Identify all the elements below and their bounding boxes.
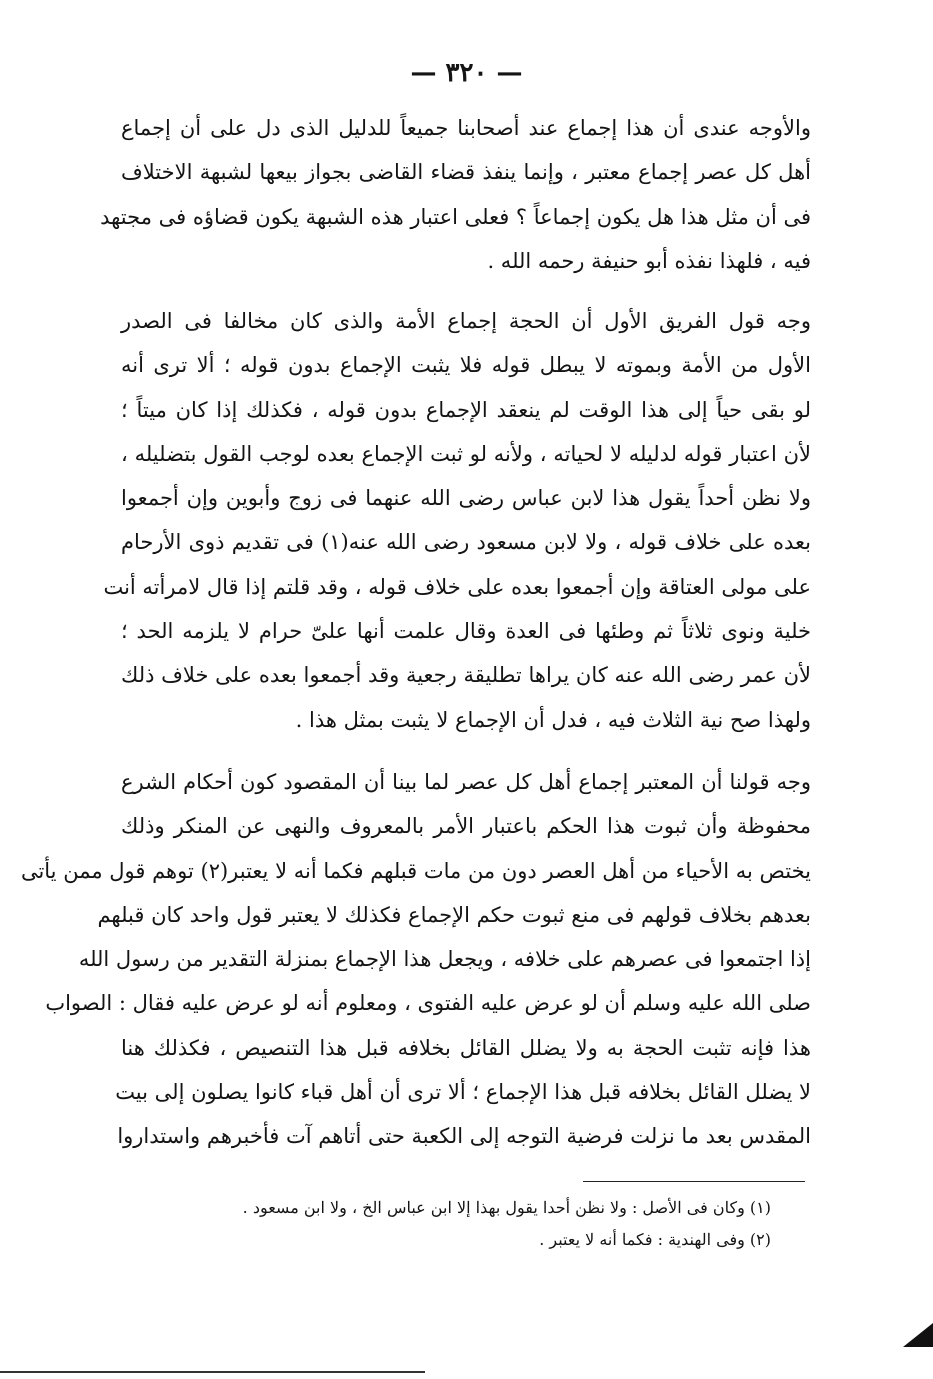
page-number: — ٣٢٠ — (410, 58, 523, 88)
text-line: لأن اعتبار قوله لدليله لا لحياته ، ولأنه لو ثبت الإجماع بعده لوجب القول بتضليله ، (121, 441, 811, 466)
text-line: لأن عمر رضى الله عنه كان يراها تطليقة رجعية وقد أجمعوا بعده على خلاف ذلك (121, 663, 811, 688)
text-line: لو بقى حياً إلى هذا الوقت لم ينعقد الإجماع بدون قوله ، فكذلك إذا كان ميتاً ؛ (121, 397, 811, 422)
text-line: المقدس بعد ما نزلت فرضية التوجه إلى الكعبة حتى أتاهم آت فأخبرهم واستداروا (117, 1124, 811, 1149)
footnotes (121, 1192, 771, 1256)
text-line: وجه قولنا أن المعتبر إجماع أهل كل عصر لما بينا أن المقصود كون أحكام الشرع (121, 770, 811, 794)
text-line: أهل كل عصر إجماع معتبر ، وإنما ينفذ قضاء القاضى بجواز بيعها لشبهة الاختلاف (121, 160, 811, 185)
corner-triangle-mark (903, 1323, 933, 1347)
text-line: خلية ونوى ثلاثاً ثم وطئها فى العدة وقال علمت أنها علىّ حرام لا يلزمه الحد ؛ (121, 619, 811, 644)
paragraph-2 (103, 299, 811, 742)
footnote-2: (٢) وفى الهندية : فكما أنه لا يعتبر . (539, 1230, 771, 1249)
text-line: وجه قول الفريق الأول أن الحجة إجماع الأمة والذى كان مخالفا فى الصدر (121, 309, 811, 333)
text-line: محفوظة وأن ثبوت هذا الحكم باعتبار الأمر بالمعروف والنهى عن المنكر وذلك (121, 814, 811, 839)
bottom-rule (0, 1371, 425, 1373)
text-line: بعدهم بخلاف قولهم فى منع ثبوت حكم الإجماع فكذلك لا يعتبر قول واحد كان قبلهم (97, 902, 811, 927)
text-line: على مولى العتاقة وإن أجمعوا بعده على خلاف قوله ، وقد قلتم إذا قال لامرأته أنت (103, 574, 811, 599)
footnote-1: (١) وكان فى الأصل : ولا نظن أحدا يقول بهذا إلا ابن عباس الخ ، ولا ابن مسعود . (242, 1198, 771, 1217)
paragraph-1 (100, 106, 811, 283)
text-line: الأول من الأمة وبموته لا يبطل قوله فلا يثبت الإجماع بدون قوله ؛ ألا ترى أنه (121, 353, 811, 378)
text-line: ولا نظن أحداً يقول هذا لابن عباس رضى الله عنهما فى زوج وأبوين وإن أجمعوا (121, 486, 811, 511)
text-line: ولهذا صح نية الثلاث فيه ، فدل أن الإجماع لا يثبت بمثل هذا . (295, 707, 811, 732)
text-line: بعده على خلاف قوله ، ولا لابن مسعود رضى الله عنه(١) فى تقديم ذوى الأرحام (121, 530, 811, 555)
text-line: إذا اجتمعوا فى عصرهم على خلافه ، ويجعل هذا الإجماع بمنزلة التقدير من رسول الله (78, 947, 811, 972)
text-line: هذا فإنه تثبت الحجة به ولا يضلل القائل بخلافه قبل هذا التنصيص ، فكذلك هنا (121, 1035, 811, 1060)
text-line: والأوجه عندى أن هذا إجماع عند أصحابنا جميعاً للدليل الذى دل على أن إجماع (121, 116, 811, 140)
text-line: لا يضلل القائل بخلافه قبل هذا الإجماع ؛ ألا ترى أن أهل قباء كانوا يصلون إلى بيت (115, 1080, 811, 1105)
text-line: فيه ، فلهذا نفذه أبو حنيفة رحمه الله . (487, 248, 811, 273)
text-line: فى أن مثل هذا هل يكون إجماعاً ؟ فعلى اعتبار هذه الشبهة يكون قضاؤه فى مجتهد (100, 204, 811, 229)
paragraph-3 (20, 760, 811, 1159)
text-line: صلى الله عليه وسلم أن لو عرض عليه الفتوى ، ومعلوم أنه لو عرض عليه فقال : الصواب (45, 991, 811, 1016)
text-line: يختص به الأحياء من أهل العصر دون من مات قبلهم فكما أنه لا يعتبر(٢) توهم قول ممن يأتى (20, 858, 811, 883)
footnote-divider (583, 1181, 805, 1182)
